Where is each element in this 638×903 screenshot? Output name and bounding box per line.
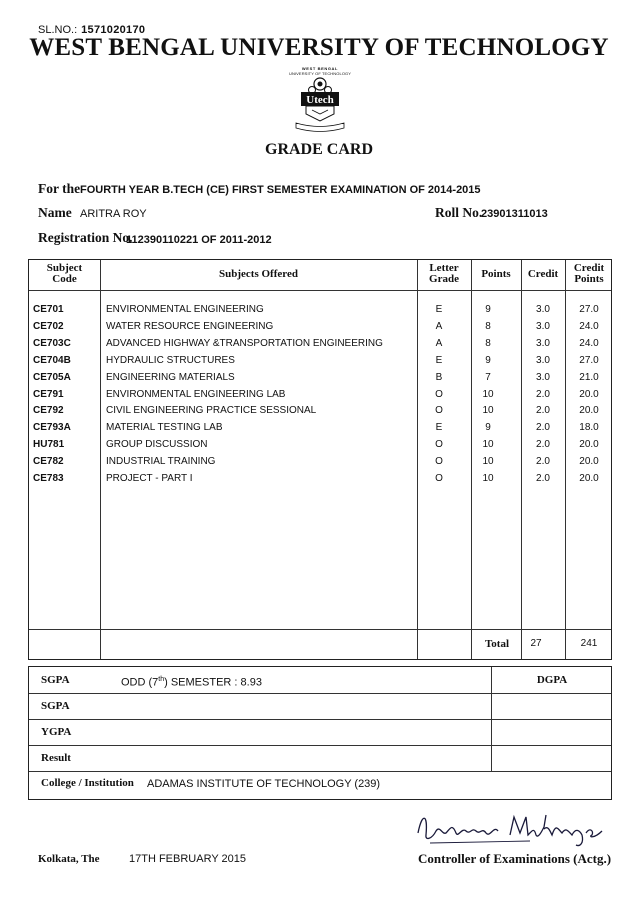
sgpa-value: ODD (7th) SEMESTER : 8.93: [121, 676, 262, 689]
exam-name: FOURTH YEAR B.TECH (CE) FIRST SEMESTER EXAMINATION OF 2014-2015: [80, 184, 481, 196]
cell-code: CE703C: [33, 337, 71, 349]
cell-points: 9: [485, 422, 491, 434]
cell-points: 8: [485, 337, 491, 349]
ygpa-label: YGPA: [41, 726, 72, 738]
emblem-icon: [282, 66, 358, 138]
for-the-label: For the: [38, 181, 81, 196]
name-label: Name: [38, 205, 72, 220]
cell-grade: E: [435, 422, 443, 434]
cell-code: CE704B: [33, 354, 71, 366]
cell-subject: ENVIRONMENTAL ENGINEERING LAB: [106, 388, 286, 400]
cell-subject: ADVANCED HIGHWAY &TRANSPORTATION ENGINEERING: [106, 337, 383, 349]
cell-code: CE783: [33, 473, 64, 484]
cell-subject: PROJECT - PART I: [106, 473, 193, 484]
registration-number: 112390110221 OF 2011-2012: [126, 234, 272, 246]
cell-credit-points: 20.0: [579, 405, 599, 417]
cell-grade: E: [435, 354, 443, 366]
cell-credit-points: 20.0: [579, 388, 599, 400]
college-name: ADAMAS INSTITUTE OF TECHNOLOGY (239): [147, 778, 381, 790]
student-name: ARITRA ROY: [80, 208, 147, 220]
serial-value: 1571020170: [81, 24, 146, 36]
cell-points: 10: [482, 473, 494, 484]
cell-credit-points: 24.0: [579, 320, 599, 332]
cell-credit: 2.0: [536, 388, 550, 400]
cell-grade: O: [435, 405, 443, 417]
cell-subject: WATER RESOURCE ENGINEERING: [106, 320, 274, 332]
cell-grade: O: [435, 388, 443, 400]
total-credit: 27: [530, 638, 542, 649]
cell-credit: 2.0: [536, 456, 550, 468]
cell-code: CE782: [33, 456, 64, 468]
header-points: Points: [481, 268, 511, 280]
logo-text-top: WEST BENGAL: [301, 66, 339, 71]
cell-points: 10: [482, 405, 494, 417]
registration-label: Registration No.: [38, 230, 133, 245]
place-label: Kolkata, The: [38, 853, 100, 865]
cell-subject: HYDRAULIC STRUCTURES: [106, 354, 235, 366]
cell-credit: 3.0: [536, 371, 550, 383]
cell-points: 9: [485, 354, 491, 366]
cell-grade: A: [435, 337, 443, 349]
cell-points: 8: [485, 320, 491, 332]
roll-label: Roll No.: [435, 205, 483, 220]
cell-credit: 3.0: [536, 304, 550, 315]
grade-table: [28, 259, 612, 660]
cell-credit: 2.0: [536, 439, 550, 451]
cell-credit: 2.0: [536, 422, 550, 434]
cell-credit-points: 27.0: [579, 304, 599, 315]
cell-credit-points: 20.0: [579, 473, 599, 484]
cell-credit-points: 24.0: [579, 337, 599, 349]
cell-subject: CIVIL ENGINEERING PRACTICE SESSIONAL: [106, 405, 317, 417]
university-name: WEST BENGAL UNIVERSITY OF TECHNOLOGY: [29, 34, 609, 61]
cell-subject: GROUP DISCUSSION: [106, 439, 208, 451]
total-credit-points: 241: [580, 638, 598, 649]
cell-code: CE702: [33, 320, 64, 332]
cell-credit-points: 27.0: [579, 354, 599, 366]
dgpa-label: DGPA: [536, 674, 568, 686]
cell-grade: O: [435, 439, 443, 451]
header-subjects-offered: Subjects Offered: [219, 268, 298, 280]
cell-credit: 2.0: [536, 405, 550, 417]
header-credit: Credit: [527, 268, 559, 280]
cell-code: CE792: [33, 405, 64, 417]
cell-credit-points: 20.0: [579, 456, 599, 468]
cell-points: 7: [485, 371, 491, 383]
cell-credit: 3.0: [536, 337, 550, 349]
cell-code: CE791: [33, 388, 64, 400]
logo-wordmark: Utech: [306, 94, 334, 106]
cell-subject: INDUSTRIAL TRAINING: [106, 456, 216, 468]
header-letter-grade: Letter Grade: [429, 262, 459, 285]
controller-title: Controller of Examinations (Actg.): [418, 851, 612, 866]
university-logo: [282, 66, 358, 138]
cell-points: 10: [482, 439, 494, 451]
cell-points: 10: [482, 456, 494, 468]
header-credit-points: Credit Points: [573, 262, 605, 285]
signature-icon: [410, 805, 610, 851]
cell-credit: 3.0: [536, 354, 550, 366]
sgpa-label-2: SGPA: [41, 700, 70, 712]
result-label: Result: [41, 752, 71, 764]
serial-label: SL.NO.:: [38, 24, 78, 36]
logo-text-sub: UNIVERSITY OF TECHNOLOGY: [288, 71, 352, 76]
cell-subject: MATERIAL TESTING LAB: [106, 422, 223, 434]
cell-credit: 3.0: [536, 320, 550, 332]
sgpa-label: SGPA: [41, 674, 70, 686]
results-box: [28, 666, 612, 800]
cell-points: 9: [485, 304, 491, 315]
cell-grade: O: [435, 456, 443, 468]
cell-grade: O: [435, 473, 443, 484]
cell-points: 10: [482, 388, 494, 400]
cell-credit: 2.0: [536, 473, 550, 484]
cell-code: CE701: [33, 304, 64, 315]
cell-grade: B: [435, 371, 443, 383]
cell-code: CE705A: [33, 371, 71, 383]
cell-grade: E: [435, 304, 443, 315]
cell-grade: A: [435, 320, 443, 332]
cell-subject: ENGINEERING MATERIALS: [106, 371, 235, 383]
controller-signature: [410, 805, 610, 851]
cell-subject: ENVIRONMENTAL ENGINEERING: [106, 304, 264, 315]
college-label: College / Institution: [41, 777, 134, 789]
document-title: GRADE CARD: [265, 141, 373, 158]
cell-code: HU781: [33, 439, 65, 451]
header-subject-code: Subject Code: [46, 262, 83, 285]
cell-credit-points: 18.0: [579, 422, 599, 434]
cell-credit-points: 21.0: [579, 371, 599, 383]
roll-number: 23901311013: [481, 208, 548, 220]
cell-credit-points: 20.0: [579, 439, 599, 451]
issue-date: 17TH FEBRUARY 2015: [129, 853, 246, 865]
total-label: Total: [484, 638, 509, 650]
cell-code: CE793A: [33, 422, 71, 434]
